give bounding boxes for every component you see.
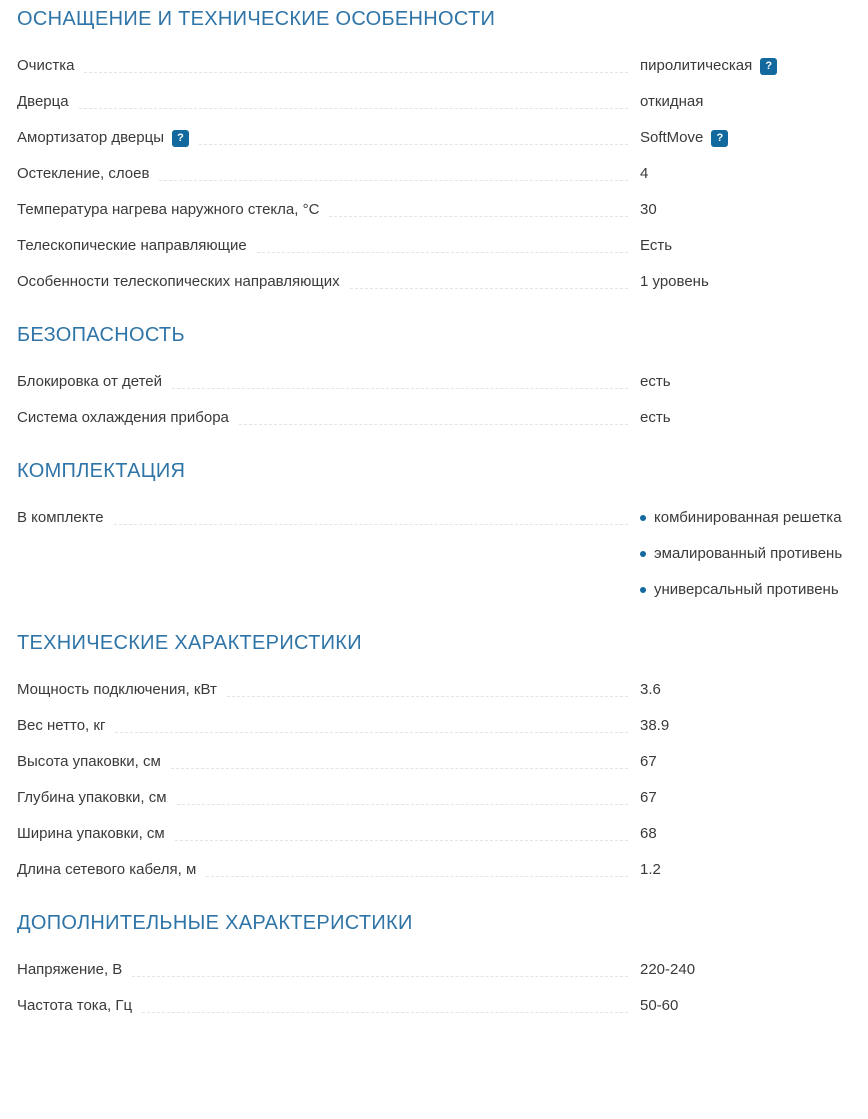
help-icon[interactable]: ? <box>760 58 777 75</box>
spec-label: Особенности телескопических направляющих <box>17 273 340 290</box>
spec-label: Очистка <box>17 57 75 74</box>
spec-label: Остекление, слоев <box>17 165 150 182</box>
spec-row <box>17 788 852 808</box>
spec-value <box>640 752 852 772</box>
spec-value-text: есть <box>640 409 671 426</box>
spec-value-text: пиролитическая <box>640 57 753 74</box>
spec-label <box>17 128 189 148</box>
dotted-leader <box>175 824 628 841</box>
bullet-icon <box>640 587 646 593</box>
spec-value-text: 220-240 <box>640 961 696 978</box>
list-item-text: универсальный противень <box>654 581 839 598</box>
spec-row <box>17 92 852 112</box>
dotted-leader <box>177 788 628 805</box>
section-package <box>17 458 852 600</box>
spec-value <box>640 960 852 980</box>
spec-value-text: 1.2 <box>640 861 661 878</box>
spec-value-text: SoftMove <box>640 129 704 146</box>
spec-value-text: 3.6 <box>640 681 661 698</box>
spec-row <box>17 680 852 700</box>
dotted-leader <box>142 996 628 1013</box>
spec-row <box>17 860 852 880</box>
spec-label: Глубина упаковки, см <box>17 789 167 806</box>
spec-row <box>17 56 852 76</box>
spec-row <box>17 996 852 1016</box>
spec-value <box>640 716 852 736</box>
spec-value <box>640 200 852 220</box>
dotted-leader <box>159 164 628 181</box>
spec-label: Длина сетевого кабеля, м <box>17 861 197 878</box>
list-item <box>640 580 852 600</box>
spec-label: Температура нагрева наружного стекла, °С <box>17 201 320 218</box>
dotted-leader <box>79 92 628 109</box>
spec-row <box>17 716 852 736</box>
spec-value <box>640 824 852 844</box>
spec-value <box>640 408 852 428</box>
spec-value-text: Есть <box>640 237 673 254</box>
spec-label: Высота упаковки, см <box>17 753 161 770</box>
spec-row <box>17 200 852 220</box>
spec-row <box>17 272 852 292</box>
spec-value <box>640 788 852 808</box>
section-title: КОМПЛЕКТАЦИЯ <box>17 460 186 482</box>
spec-value-text: 67 <box>640 753 657 770</box>
spec-value-text: 38.9 <box>640 717 670 734</box>
spec-value <box>640 272 852 292</box>
spec-value-text: 68 <box>640 825 657 842</box>
dotted-leader <box>350 272 628 289</box>
spec-label: Частота тока, Гц <box>17 997 133 1014</box>
spec-value <box>640 860 852 880</box>
spec-value-text: 67 <box>640 789 657 806</box>
section-title: ТЕХНИЧЕСКИЕ ХАРАКТЕРИСТИКИ <box>17 632 362 654</box>
spec-row <box>17 408 852 428</box>
spec-label: Дверца <box>17 93 69 110</box>
section-safety <box>17 322 852 428</box>
dotted-leader <box>329 200 628 217</box>
section-title: БЕЗОПАСНОСТЬ <box>17 324 185 346</box>
bullet-icon <box>640 515 646 521</box>
spec-value <box>640 164 852 184</box>
list-item <box>640 508 852 528</box>
spec-value <box>640 996 852 1016</box>
list-item-text: комбинированная решетка <box>654 509 842 526</box>
list-item <box>640 544 852 564</box>
dotted-leader <box>172 372 628 389</box>
spec-value-text: есть <box>640 373 671 390</box>
dotted-leader <box>199 128 628 145</box>
dotted-leader <box>239 408 628 425</box>
spec-label: Напряжение, В <box>17 961 123 978</box>
spec-value-text: 50-60 <box>640 997 679 1014</box>
spec-row <box>17 508 852 600</box>
spec-label: Телескопические направляющие <box>17 237 247 254</box>
spec-label: В комплекте <box>17 509 104 526</box>
dotted-leader <box>114 508 628 525</box>
dotted-leader <box>206 860 628 877</box>
spec-label: Вес нетто, кг <box>17 717 106 734</box>
dotted-leader <box>171 752 628 769</box>
spec-label: Блокировка от детей <box>17 373 163 390</box>
spec-value-text: 30 <box>640 201 657 218</box>
spec-row <box>17 236 852 256</box>
section-title: ДОПОЛНИТЕЛЬНЫЕ ХАРАКТЕРИСТИКИ <box>17 912 413 934</box>
spec-value-list <box>640 508 852 600</box>
spec-row <box>17 372 852 392</box>
dotted-leader <box>257 236 628 253</box>
spec-value-text: 1 уровень <box>640 273 709 290</box>
spec-row <box>17 752 852 772</box>
spec-label: Система охлаждения прибора <box>17 409 229 426</box>
spec-row <box>17 824 852 844</box>
spec-value <box>640 680 852 700</box>
spec-value <box>640 372 852 392</box>
spec-value <box>640 128 852 148</box>
spec-row <box>17 164 852 184</box>
list-item-text: эмалированный противень <box>654 545 843 562</box>
bullet-icon <box>640 551 646 557</box>
spec-label: Ширина упаковки, см <box>17 825 165 842</box>
spec-row <box>17 128 852 148</box>
spec-value <box>640 56 852 76</box>
help-icon[interactable]: ? <box>711 130 728 147</box>
spec-label: Мощность подключения, кВт <box>17 681 217 698</box>
dotted-leader <box>132 960 628 977</box>
dotted-leader <box>115 716 628 733</box>
section-title: ОСНАЩЕНИЕ И ТЕХНИЧЕСКИЕ ОСОБЕННОСТИ <box>17 8 496 30</box>
spec-label-text: Амортизатор дверцы <box>17 129 164 146</box>
section-additional <box>17 910 852 1016</box>
help-icon[interactable]: ? <box>172 130 189 147</box>
spec-value <box>640 92 852 112</box>
section-technical <box>17 630 852 880</box>
dotted-leader <box>84 56 628 73</box>
section-equipment <box>17 6 852 292</box>
spec-value-text: откидная <box>640 93 704 110</box>
spec-value <box>640 236 852 256</box>
spec-value-text: 4 <box>640 165 649 182</box>
dotted-leader <box>227 680 628 697</box>
spec-row <box>17 960 852 980</box>
